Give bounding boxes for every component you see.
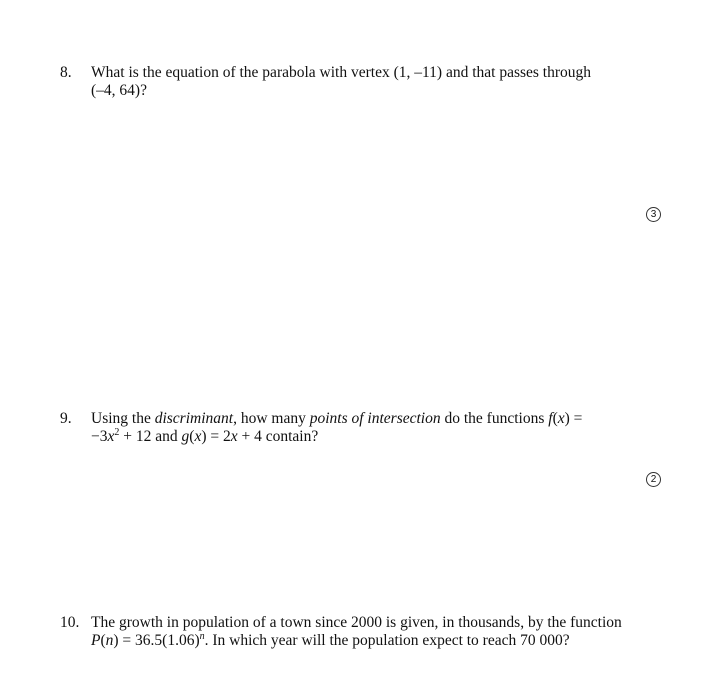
text: discriminant (154, 410, 234, 427)
math: ( (552, 410, 558, 427)
question-text-line1: What is the equation of the parabola with vertex (1, –11) and that passes through (91, 64, 592, 81)
math: n (199, 630, 205, 642)
math: f (548, 410, 553, 427)
question-number: 10. (60, 614, 80, 631)
question-text-line1: The growth in population of a town since 2000 is given, in thousands, by the function (91, 614, 622, 631)
marks-badge: 3 (646, 207, 661, 222)
math: x (107, 428, 115, 445)
math: ) = 2 (201, 428, 231, 445)
math: x (194, 428, 202, 445)
text: , how many (233, 410, 310, 427)
text: Using the (91, 410, 155, 427)
question-number: 9. (60, 410, 72, 427)
math: g (181, 428, 190, 445)
math: −3 (91, 428, 108, 445)
text: do the functions (440, 410, 549, 427)
text: + 4 contain? (237, 428, 319, 445)
text: . In which year will the population expect to reach 70 000? (204, 632, 570, 649)
question-number: 8. (60, 64, 72, 81)
math: n (105, 632, 114, 649)
math: ( (189, 428, 195, 445)
math: P (91, 632, 101, 649)
math: x (557, 410, 565, 427)
text: points of intersection (309, 410, 441, 427)
math: ) = 36.5(1.06) (113, 632, 200, 649)
marks-badge: 2 (646, 472, 661, 487)
math: ) = (564, 410, 583, 427)
math: x (230, 428, 238, 445)
question-text-line2 (91, 428, 318, 446)
question-text-line2 (91, 632, 570, 650)
text: + 12 and (119, 428, 182, 445)
math: ( (100, 632, 106, 649)
math: 2 (114, 426, 120, 438)
question-text-line2: (–4, 64)? (91, 82, 147, 99)
question-text-line1 (91, 410, 582, 428)
